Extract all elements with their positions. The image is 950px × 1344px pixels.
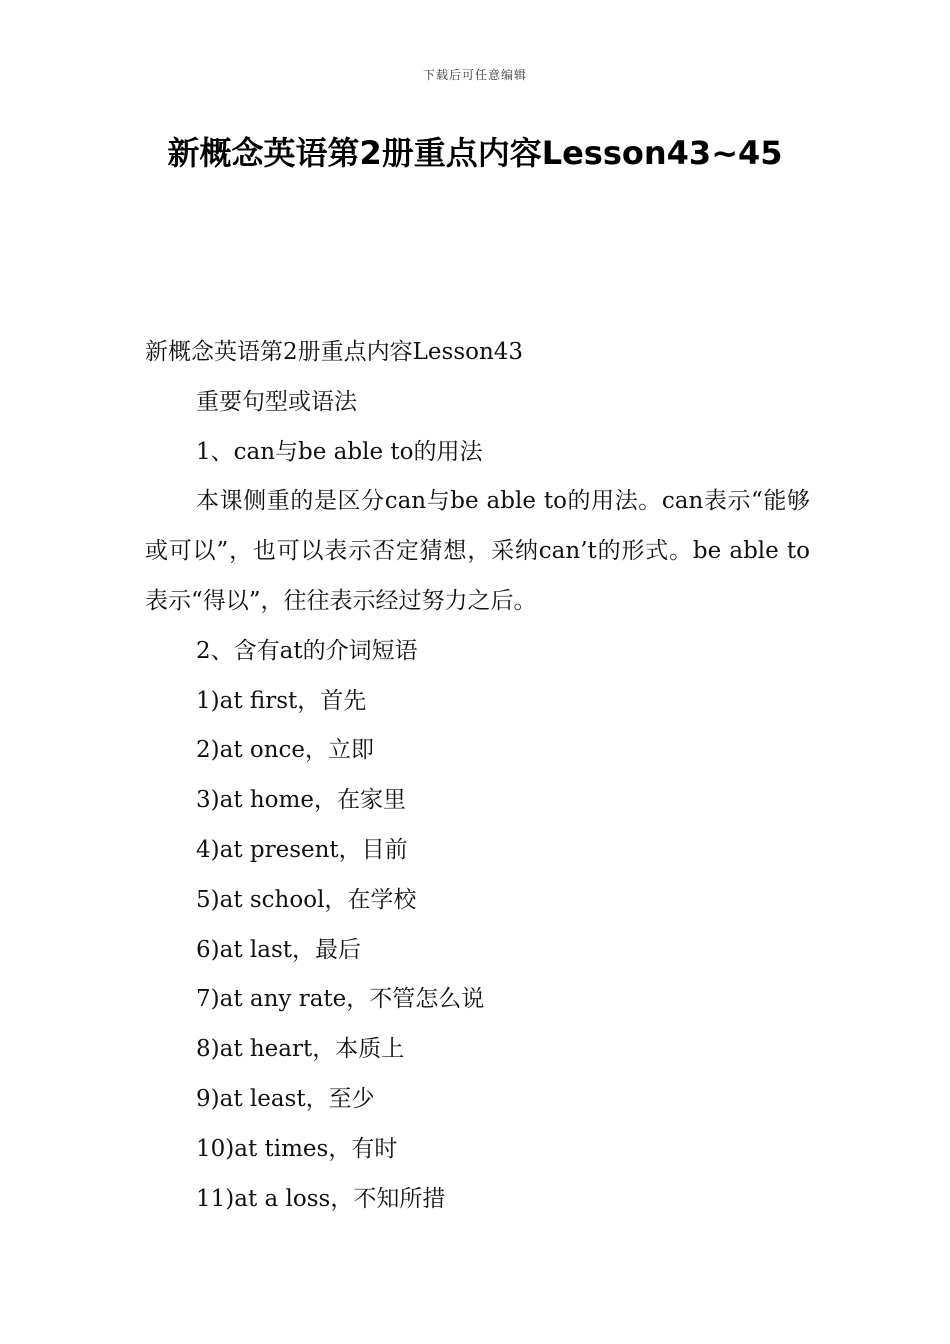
- point1-heading: 1、can与be able to的用法: [196, 438, 483, 465]
- header-note: 下载后可任意编辑: [422, 68, 527, 82]
- point2-heading: 2、含有at的介词短语: [196, 637, 418, 664]
- list-item: 9)at least，至少: [196, 1085, 375, 1112]
- list-item: 3)at home，在家里: [196, 787, 406, 814]
- list-item: 4)at present，目前: [196, 836, 408, 863]
- document-title: 新概念英语第2册重点内容Lesson43~45: [167, 134, 783, 172]
- list-item: 7)at any rate，不管怎么说: [196, 986, 485, 1013]
- list-item: 6)at last，最后: [196, 936, 361, 963]
- list-item: 5)at school，在学校: [196, 886, 417, 913]
- list-item: 8)at heart，本质上: [196, 1036, 405, 1063]
- point1-body: 本课侧重的是区分can与be able to的用法。can表示“能够或可以”，也可以表示否定猜想，采纳can’t的形式。be able to表示“得以”，往往表示经过努力之后。: [145, 488, 810, 614]
- document-body: [145, 328, 810, 1224]
- list-item: 10)at times，有时: [196, 1135, 398, 1162]
- list-item: 11)at a loss，不知所措: [196, 1185, 446, 1212]
- lesson-subtitle: 新概念英语第2册重点内容Lesson43: [145, 339, 524, 365]
- section-heading: 重要句型或语法: [196, 388, 357, 415]
- list-item: 2)at once，立即: [196, 737, 375, 764]
- list-item: 1)at first，首先: [196, 687, 367, 714]
